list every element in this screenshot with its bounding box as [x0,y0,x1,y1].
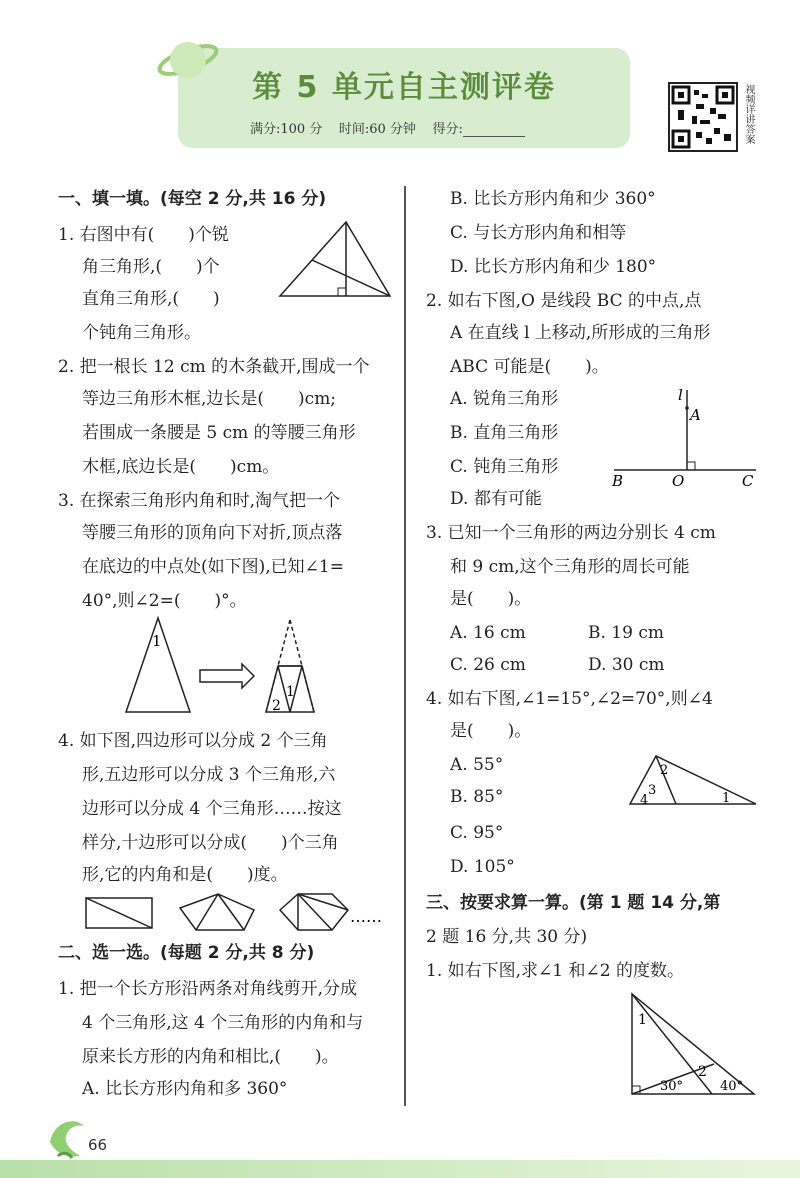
svg-text:l: l [678,386,683,404]
svg-text:A: A [690,406,701,424]
score-info: 满分:100 分 时间:60 分钟 得分: [250,118,525,137]
mc4-line: 4. 如右下图,∠1=15°,∠2=70°,则∠4 [426,689,713,709]
mc3-option-c[interactable]: C. 26 cm [450,655,526,675]
section-3-heading-cont: 2 题 16 分,共 30 分) [426,927,588,947]
mc1-option-c[interactable]: C. 与长方形内角和相等 [450,223,627,243]
svg-text:1: 1 [152,632,162,650]
q4-line: 边形可以分成 4 个三角形……按这 [82,799,342,819]
mc2-line: A 在直线 l 上移动,所形成的三角形 [450,323,711,343]
mc1-line: 4 个三角形,这 4 个三角形的内角和与 [82,1013,364,1033]
page-title: 第 5 单元自主测评卷 [252,70,556,105]
q1-triangle-figure [276,218,396,302]
calc1-triangle-figure [624,990,764,1100]
q1-line: 直角三角形,( ) [82,289,220,309]
q2-line: 木框,底边长是( )cm。 [82,457,280,477]
mc3-line: 和 9 cm,这个三角形的周长可能 [450,557,690,577]
q4-line: 4. 如下图,四边形可以分成 2 个三角 [58,731,328,751]
footer-band [0,1160,800,1178]
qr-label: 视频详讲答案 [743,84,754,144]
q3-line: 3. 在探索三角形内角和时,淘气把一个 [58,491,341,511]
svg-text:O: O [672,472,685,490]
q2-line: 2. 把一根长 12 cm 的木条截开,围成一个 [58,357,370,377]
q4-polygon-figures [84,890,382,934]
svg-text:1: 1 [638,1012,647,1028]
calc1-line: 1. 如右下图,求∠1 和∠2 的度数。 [426,961,684,981]
q4-line: 形,五边形可以分成 3 个三角形,六 [82,765,336,785]
mc2-option-c[interactable]: C. 钝角三角形 [450,457,559,477]
q2-line: 若围成一条腰是 5 cm 的等腰三角形 [82,423,356,443]
svg-text:4: 4 [640,793,649,808]
mc1-option-a[interactable]: A. 比长方形内角和多 360° [82,1079,288,1099]
qr-code-icon[interactable] [668,82,738,152]
mc3-option-a[interactable]: A. 16 cm [450,623,526,643]
svg-text:1: 1 [722,791,731,806]
q3-fold-figure [118,612,338,718]
mc1-option-b[interactable]: B. 比长方形内角和少 360° [450,189,656,209]
svg-text:2: 2 [698,1064,707,1080]
mc3-option-b[interactable]: B. 19 cm [588,623,664,643]
svg-text:……: …… [350,907,382,926]
svg-text:C: C [742,472,754,490]
q1-line: 1. 右图中有( )个锐 [58,225,229,245]
q4-line: 样分,十边形可以分成( )个三角 [82,833,339,853]
svg-text:1: 1 [286,684,295,700]
mc4-line: 是( )。 [450,721,532,741]
q3-line: 40°,则∠2=( )°。 [82,591,247,611]
q4-line: 形,它的内角和是( )度。 [82,865,288,885]
q3-line: 在底边的中点处(如下图),已知∠1= [82,557,344,577]
q1-line: 角三角形,( )个 [82,257,220,277]
svg-text:2: 2 [272,698,281,714]
svg-text:40°: 40° [720,1079,744,1094]
mc2-option-a[interactable]: A. 锐角三角形 [450,389,559,409]
mc2-line: 2. 如右下图,O 是线段 BC 的中点,点 [426,291,702,311]
mc3-option-d[interactable]: D. 30 cm [588,655,665,675]
mc4-option-a[interactable]: A. 55° [450,755,504,775]
q1-line: 个钝角三角形。 [82,323,201,343]
mc4-angle-figure [626,748,760,810]
mc2-option-d[interactable]: D. 都有可能 [450,489,542,509]
mc3-line: 3. 已知一个三角形的两边分别长 4 cm [426,523,716,543]
mc1-line: 1. 把一个长方形沿两条对角线剪开,分成 [58,979,358,999]
mc4-option-c[interactable]: C. 95° [450,823,504,843]
mc4-option-d[interactable]: D. 105° [450,857,515,877]
mc2-option-b[interactable]: B. 直角三角形 [450,423,559,443]
page-number: 66 [88,1136,108,1154]
mc2-line: ABC 可能是( )。 [450,357,609,377]
q2-line: 等边三角形木框,边长是( )cm; [82,389,337,409]
q3-line: 等腰三角形的顶角向下对折,顶点落 [82,523,343,543]
column-divider [404,186,406,1106]
section-1-heading: 一、填一填。(每空 2 分,共 16 分) [58,189,327,209]
mc1-line: 原来长方形的内角和相比,( )。 [82,1047,339,1067]
mc1-option-d[interactable]: D. 比长方形内角和少 180° [450,257,657,277]
svg-text:2: 2 [660,763,669,778]
mc4-option-b[interactable]: B. 85° [450,787,504,807]
svg-text:30°: 30° [660,1079,684,1094]
dolphin-icon [44,1112,90,1162]
svg-text:3: 3 [648,783,657,798]
section-3-heading: 三、按要求算一算。(第 1 题 14 分,第 [426,893,721,913]
section-2-heading: 二、选一选。(每题 2 分,共 8 分) [58,943,315,963]
mc3-line: 是( )。 [450,589,532,609]
svg-text:B: B [612,472,624,490]
mc2-line-figure [610,386,760,490]
